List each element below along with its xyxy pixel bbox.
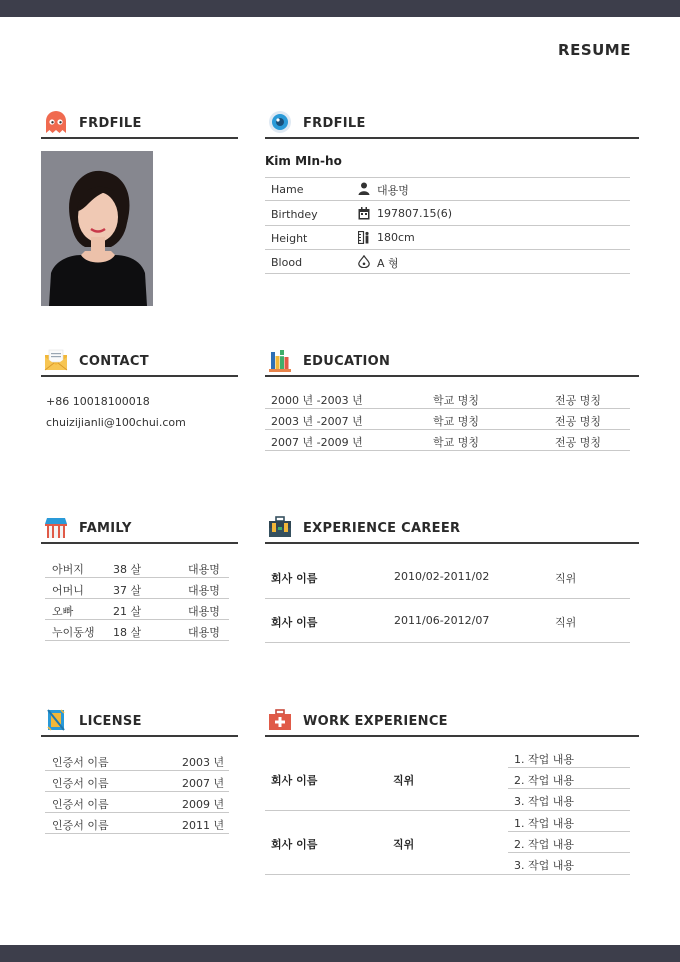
education-period: 2003 년 -2007 년 bbox=[271, 415, 363, 428]
profile-photo bbox=[41, 151, 153, 306]
family-age: 18 살 bbox=[113, 626, 142, 639]
contact-header bbox=[41, 349, 238, 377]
work-task-text: 2. 작업 내용 bbox=[514, 838, 574, 851]
career-row bbox=[265, 598, 630, 643]
license-row bbox=[45, 771, 229, 792]
profile-photo-header bbox=[41, 111, 238, 139]
section-title: FAMILY bbox=[79, 521, 132, 536]
certificate-icon bbox=[43, 707, 69, 733]
license-row bbox=[45, 813, 229, 834]
person-icon bbox=[358, 182, 370, 195]
family-age: 37 살 bbox=[113, 584, 142, 597]
education-row bbox=[265, 409, 630, 430]
license-name: 인증서 이름 bbox=[52, 777, 109, 790]
work-task-text: 2. 작업 내용 bbox=[514, 774, 574, 787]
work-header bbox=[265, 709, 639, 737]
profile-row bbox=[265, 202, 630, 226]
education-header bbox=[265, 349, 639, 377]
education-school: 학교 명칭 bbox=[433, 415, 480, 428]
career-period: 2011/06-2012/07 bbox=[394, 614, 490, 627]
contact-phone: +86 10018100018 bbox=[46, 395, 150, 408]
license-year: 2009 년 bbox=[182, 798, 225, 811]
profile-value: 180cm bbox=[377, 231, 415, 244]
eye-icon bbox=[267, 109, 293, 135]
work-block bbox=[265, 747, 630, 811]
profile-row bbox=[265, 226, 630, 250]
career-company: 회사 이름 bbox=[271, 572, 318, 585]
license-year: 2007 년 bbox=[182, 777, 225, 790]
ghost-icon bbox=[43, 109, 69, 135]
education-major: 전공 명칭 bbox=[555, 415, 602, 428]
family-header bbox=[41, 516, 238, 544]
education-major: 전공 명칭 bbox=[555, 436, 602, 449]
career-header bbox=[265, 516, 639, 544]
section-title: WORK EXPERIENCE bbox=[303, 714, 448, 729]
family-name: 대용명 bbox=[188, 626, 220, 639]
education-school: 학교 명칭 bbox=[433, 436, 480, 449]
family-name: 대용명 bbox=[188, 584, 220, 597]
family-age: 38 살 bbox=[113, 563, 142, 576]
bottom-bar bbox=[0, 945, 680, 962]
career-period: 2010/02-2011/02 bbox=[394, 570, 490, 583]
section-title: FRDFILE bbox=[303, 116, 366, 131]
license-name: 인증서 이름 bbox=[52, 756, 109, 769]
section-title: EXPERIENCE CAREER bbox=[303, 521, 461, 536]
work-task-text: 3. 작업 내용 bbox=[514, 859, 574, 872]
career-company: 회사 이름 bbox=[271, 616, 318, 629]
work-task bbox=[508, 832, 630, 853]
contact-email: chuizijianli@100chui.com bbox=[46, 416, 186, 429]
career-row bbox=[265, 554, 630, 599]
section-title: CONTACT bbox=[79, 354, 149, 369]
family-name: 대용명 bbox=[188, 605, 220, 618]
work-task bbox=[508, 853, 630, 874]
education-row bbox=[265, 388, 630, 409]
profile-label: Birthdey bbox=[271, 208, 318, 221]
resume-title: RESUME bbox=[558, 41, 631, 59]
license-name: 인증서 이름 bbox=[52, 819, 109, 832]
work-task-text: 3. 작업 내용 bbox=[514, 795, 574, 808]
portrait-image bbox=[41, 151, 153, 306]
profile-value: 197807.15(6) bbox=[377, 207, 453, 220]
education-school: 학교 명칭 bbox=[433, 394, 480, 407]
work-task-text: 1. 작업 내용 bbox=[514, 817, 574, 830]
envelope-icon bbox=[43, 347, 69, 373]
work-task-text: 1. 작업 내용 bbox=[514, 753, 574, 766]
license-row bbox=[45, 750, 229, 771]
career-position: 직위 bbox=[555, 616, 577, 629]
work-task bbox=[508, 747, 630, 768]
profile-name: Kim MIn-ho bbox=[265, 154, 342, 168]
profile-row bbox=[265, 250, 630, 274]
family-name: 대용명 bbox=[188, 563, 220, 576]
section-title: FRDFILE bbox=[79, 116, 142, 131]
family-row bbox=[45, 620, 229, 641]
house-icon bbox=[43, 514, 69, 540]
profile-value: A 형 bbox=[377, 257, 399, 270]
family-row bbox=[45, 557, 229, 578]
education-row bbox=[265, 430, 630, 451]
profile-label: Hame bbox=[271, 183, 304, 196]
education-period: 2007 년 -2009 년 bbox=[271, 436, 363, 449]
family-row bbox=[45, 578, 229, 599]
blood-drop-icon bbox=[358, 255, 370, 268]
profile-row bbox=[265, 177, 630, 201]
career-position: 직위 bbox=[555, 572, 577, 585]
section-title: EDUCATION bbox=[303, 354, 391, 369]
height-icon bbox=[358, 231, 370, 244]
license-year: 2011 년 bbox=[182, 819, 225, 832]
work-company: 회사 이름 bbox=[271, 838, 318, 851]
license-row bbox=[45, 792, 229, 813]
education-period: 2000 년 -2003 년 bbox=[271, 394, 363, 407]
work-company: 회사 이름 bbox=[271, 774, 318, 787]
license-year: 2003 년 bbox=[182, 756, 225, 769]
section-title: LICENSE bbox=[79, 714, 142, 729]
family-relation: 어머니 bbox=[52, 584, 84, 597]
family-relation: 아버지 bbox=[52, 563, 84, 576]
medical-kit-icon bbox=[267, 707, 293, 733]
family-row bbox=[45, 599, 229, 620]
license-name: 인증서 이름 bbox=[52, 798, 109, 811]
work-position: 직위 bbox=[393, 774, 415, 787]
family-relation: 누이동생 bbox=[52, 626, 95, 639]
family-relation: 오빠 bbox=[52, 605, 74, 618]
profile-label: Blood bbox=[271, 256, 303, 269]
education-major: 전공 명칭 bbox=[555, 394, 602, 407]
profile-label: Height bbox=[271, 232, 308, 245]
profile-info-header bbox=[265, 111, 639, 139]
top-bar bbox=[0, 0, 680, 17]
profile-value: 대용명 bbox=[377, 184, 409, 197]
work-task bbox=[508, 789, 630, 810]
license-header bbox=[41, 709, 238, 737]
calendar-icon bbox=[358, 207, 370, 220]
briefcase-icon bbox=[267, 514, 293, 540]
books-icon bbox=[267, 347, 293, 373]
work-position: 직위 bbox=[393, 838, 415, 851]
work-block bbox=[265, 811, 630, 875]
family-age: 21 살 bbox=[113, 605, 142, 618]
work-task bbox=[508, 811, 630, 832]
work-task bbox=[508, 768, 630, 789]
